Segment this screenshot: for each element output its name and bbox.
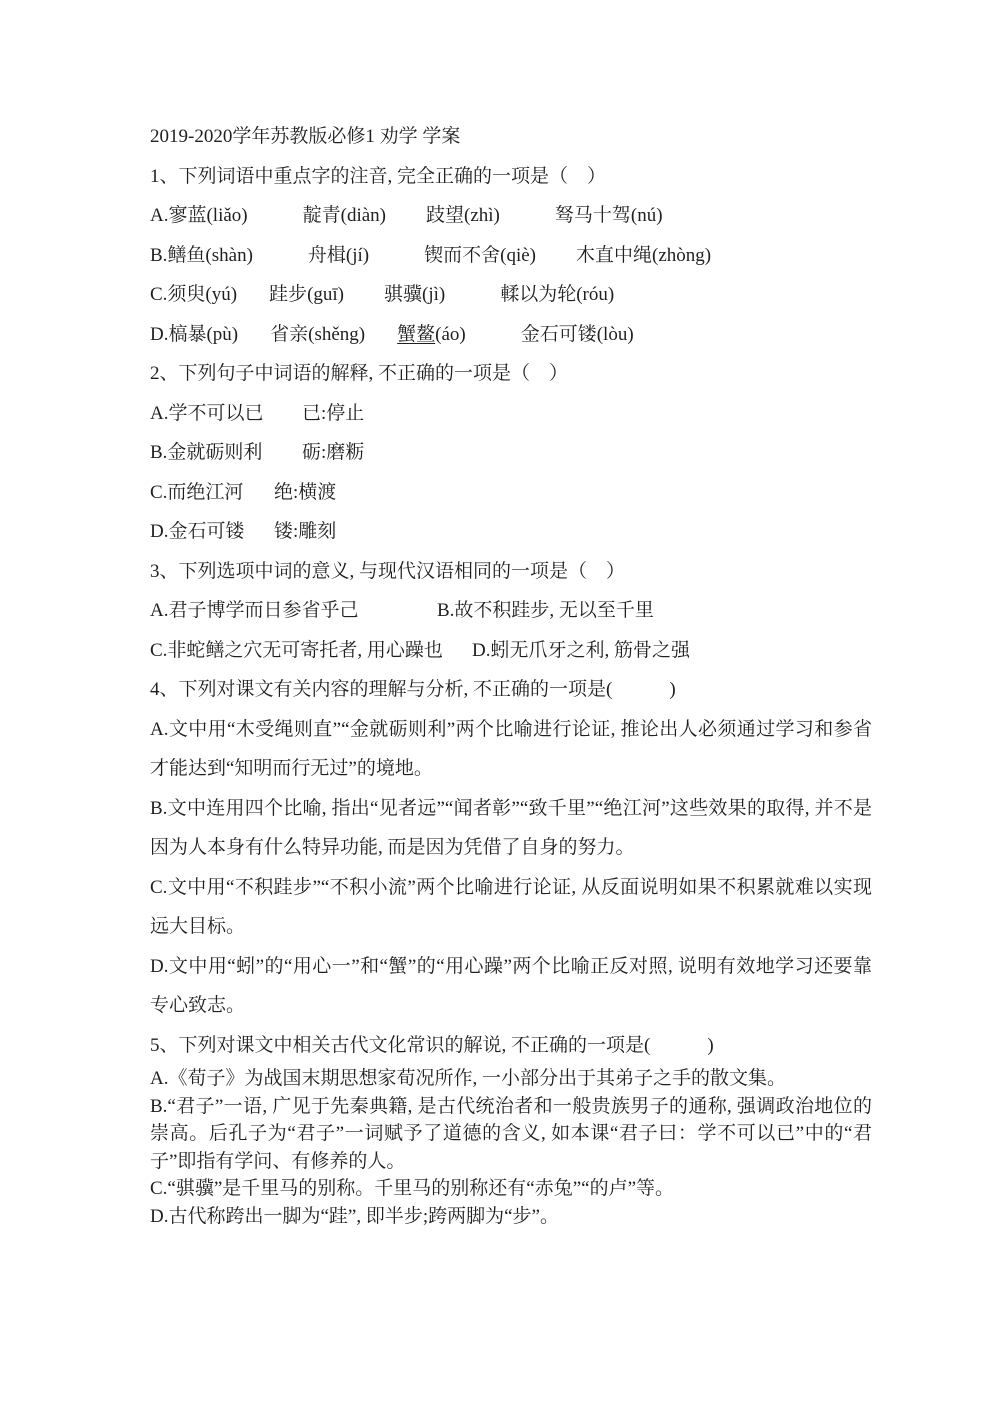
q1-d-word-2: 省亲(shěng) bbox=[270, 323, 366, 345]
q2-option-c bbox=[150, 473, 872, 513]
q1-b-word-3: 锲而不舍(qiè) bbox=[424, 244, 536, 266]
q1-c-word-2: 跬步(guī) bbox=[269, 284, 345, 305]
q3-option-c: C.非蛇鳝之穴无可寄托者, 用心躁也 bbox=[150, 639, 443, 661]
q2-d-definition: 镂:雕刻 bbox=[274, 521, 337, 542]
q1-b-word-2: 舟楫(jí) bbox=[307, 244, 370, 266]
q2-stem: 2、下列句子中词语的解释, 不正确的一项是（ ） bbox=[150, 363, 569, 384]
q3-option-d: D.蚓无爪牙之利, 筋骨之强 bbox=[472, 639, 690, 661]
question-4 bbox=[150, 670, 872, 1026]
q1-option-d bbox=[150, 315, 872, 355]
q5-option-d: D.古代称跨出一脚为“跬”, 即半步;跨两脚为“步”。 bbox=[150, 1205, 559, 1227]
q2-c-term: C.而绝江河 bbox=[150, 481, 244, 503]
q1-option-b bbox=[150, 236, 872, 276]
q3-row-1 bbox=[150, 591, 872, 631]
q2-d-term: D.金石可镂 bbox=[150, 521, 245, 542]
question-1 bbox=[150, 157, 872, 355]
q2-option-b bbox=[150, 433, 872, 473]
q4-option-d: D.文中用“蚓”的“用心一”和“蟹”的“用心躁”两个比喻正反对照, 说明有效地学习还要靠专心致志。 bbox=[150, 955, 872, 1016]
q1-c-word-4: 輮以为轮(róu) bbox=[500, 284, 615, 305]
q5-option-c: C.“骐骥”是千里马的别称。千里马的别称还有“赤兔”“的卢”等。 bbox=[150, 1178, 675, 1199]
q1-stem: 1、下列词语中重点字的注音, 完全正确的一项是（ ） bbox=[150, 165, 607, 187]
q1-option-a bbox=[150, 196, 872, 236]
q1-d-word-1: D.槁暴(pù) bbox=[150, 323, 239, 345]
q5-option-a: A.《荀子》为战国末期思想家荀况所作, 一小部分出于其弟子之手的散文集。 bbox=[150, 1068, 786, 1089]
q1-d-word-4: 金石可镂(lòu) bbox=[520, 323, 634, 345]
q1-a-word-1: A.寥蓝(liǎo) bbox=[150, 205, 248, 226]
q1-d-word-3-underlined: 蟹鳌 bbox=[397, 323, 436, 345]
q4-option-b: B.文中连用四个比喻, 指出“见者远”“闻者彰”“致千里”“绝江河”这些效果的取得, 并不是因为人本身有什么特异功能, 而是因为凭借了自身的努力。 bbox=[150, 797, 872, 858]
document-body bbox=[150, 117, 872, 1230]
q1-c-word-1: C.须臾(yú) bbox=[150, 284, 238, 305]
q4-stem: 4、下列对课文有关内容的理解与分析, 不正确的一项是( ) bbox=[150, 679, 676, 700]
q5-options bbox=[150, 1065, 872, 1230]
q2-b-definition: 砺:磨粝 bbox=[302, 442, 365, 463]
q1-d-word-3-pinyin: (áo) bbox=[435, 323, 466, 345]
q1-b-word-1: B.鳝鱼(shàn) bbox=[150, 244, 253, 266]
q2-a-definition: 已:停止 bbox=[302, 402, 365, 424]
q3-stem: 3、下列选项中词的意义, 与现代汉语相同的一项是（ ） bbox=[150, 560, 626, 582]
q5-stem: 5、下列对课文中相关古代文化常识的解说, 不正确的一项是( ) bbox=[150, 1034, 714, 1056]
question-3 bbox=[150, 552, 872, 671]
q1-c-word-3: 骐骥(jì) bbox=[384, 284, 446, 305]
q4-option-a: A.文中用“木受绳则直”“金就砺则利”两个比喻进行论证, 推论出人必须通过学习和参省才能达到“知明而行无过”的境地。 bbox=[150, 718, 872, 779]
q2-a-term: A.学不可以已 bbox=[150, 402, 264, 424]
q2-option-d bbox=[150, 512, 872, 552]
q5-option-b: B.“君子”一语, 广见于先秦典籍, 是古代统治者和一般贵族男子的通称, 强调政治地位的崇高。后孔子为“君子”一词赋予了道德的含义, 如本课“君子曰：学不可以已”中的“君子”即指有学问、有修养的人。 bbox=[150, 1095, 872, 1172]
q1-b-word-4: 木直中绳(zhòng) bbox=[576, 244, 712, 266]
page-title: 2019-2020学年苏教版必修1 劝学 学案 bbox=[150, 126, 461, 147]
q3-option-a: A.君子博学而日参省乎己 bbox=[150, 600, 359, 621]
q2-b-term: B.金就砺则利 bbox=[150, 442, 263, 463]
q2-option-a bbox=[150, 394, 872, 434]
q1-a-word-4: 驽马十驾(nú) bbox=[554, 205, 663, 226]
q4-option-c: C.文中用“不积跬步”“不积小流”两个比喻进行论证, 从反面说明如果不积累就难以实现远大目标。 bbox=[150, 876, 872, 937]
q1-a-word-2: 靛青(diàn) bbox=[302, 205, 386, 226]
question-2 bbox=[150, 354, 872, 552]
question-5 bbox=[150, 1026, 872, 1231]
q3-row-2 bbox=[150, 631, 872, 671]
q2-c-definition: 绝:横渡 bbox=[274, 481, 337, 503]
q1-option-c bbox=[150, 275, 872, 315]
q3-option-b: B.故不积跬步, 无以至千里 bbox=[437, 600, 654, 621]
q1-a-word-3: 跂望(zhì) bbox=[426, 205, 500, 226]
